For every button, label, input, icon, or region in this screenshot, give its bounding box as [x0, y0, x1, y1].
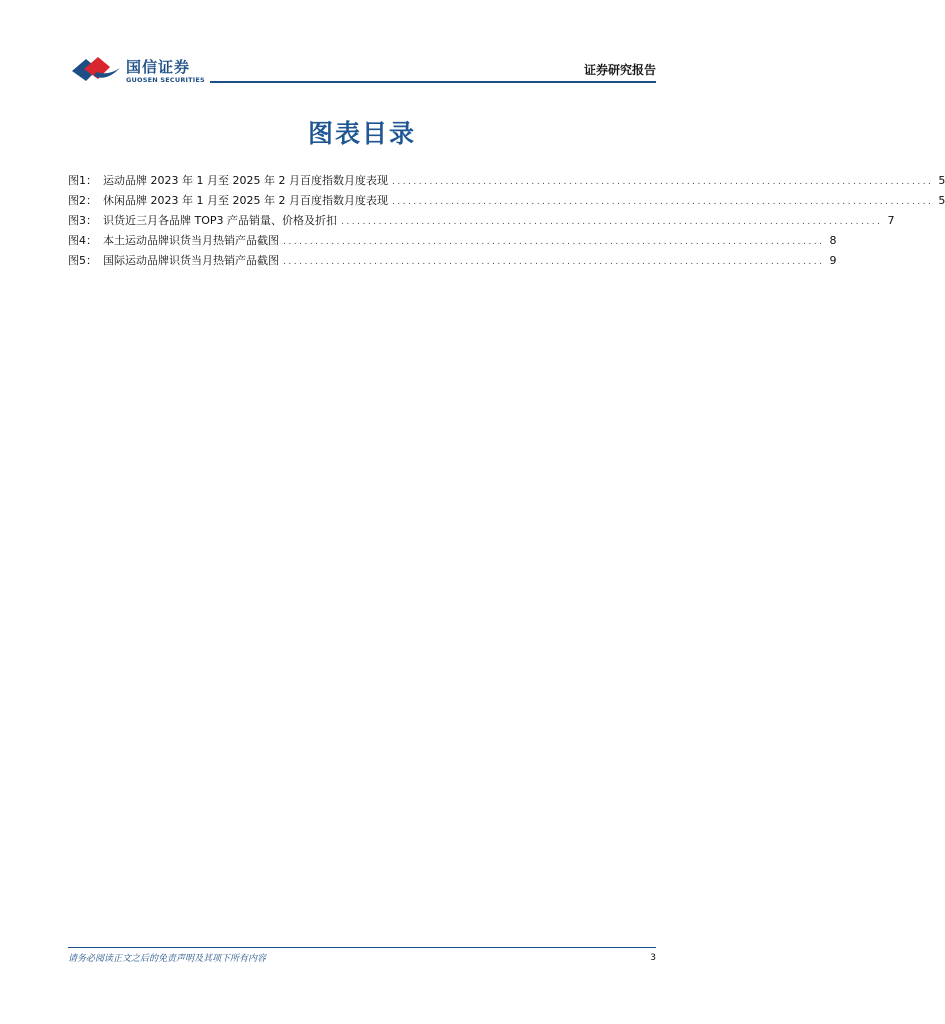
toc-entry[interactable] [68, 211, 895, 231]
logo-english-name: GUOSEN SECURITIES [126, 76, 205, 84]
toc-entry[interactable] [68, 251, 837, 271]
header-divider [210, 81, 656, 83]
footer-divider [68, 947, 656, 948]
toc-entry-label: 图1： [68, 174, 97, 187]
toc-entry-label: 图4： [68, 234, 97, 247]
toc-entry[interactable] [68, 191, 945, 211]
logo-chinese-name: 国信证券 [126, 58, 191, 76]
toc-entry[interactable] [68, 171, 945, 191]
toc-entry-page: 8 [829, 234, 837, 247]
toc-entry-label: 图2： [68, 194, 97, 207]
page-header [68, 48, 656, 86]
toc-entry-title: 本土运动品牌识货当月热销产品截图 [103, 234, 279, 247]
toc-entry[interactable] [68, 231, 837, 251]
toc-entry-title: 休闲品牌 2023 年 1 月至 2025 年 2 月百度指数月度表现 [103, 194, 388, 207]
toc-dot-leader: ..................................................................................................... [283, 237, 825, 247]
toc-entry-title: 运动品牌 2023 年 1 月至 2025 年 2 月百度指数月度表现 [103, 174, 388, 187]
table-of-figures [68, 171, 945, 271]
toc-entry-page: 9 [829, 254, 837, 267]
report-type-label: 证券研究报告 [583, 63, 656, 77]
toc-entry-page: 5 [938, 174, 945, 187]
toc-entry-label: 图3： [68, 214, 97, 227]
toc-dot-leader: ..................................................................................................... [391, 177, 934, 187]
toc-dot-leader: ..................................................................................................... [283, 257, 825, 267]
toc-entry-label: 图5： [68, 254, 97, 267]
page-title: 图表目录 [307, 119, 416, 148]
toc-entry-page: 7 [887, 214, 895, 227]
toc-dot-leader: ..................................................................................................... [391, 197, 934, 207]
toc-entry-title: 国际运动品牌识货当月热销产品截图 [103, 254, 279, 267]
toc-entry-page: 5 [938, 194, 945, 207]
footer-disclaimer: 请务必阅读正文之后的免责声明及其项下所有内容 [68, 954, 267, 964]
toc-dot-leader: ..................................................................................................... [341, 217, 883, 227]
guosen-logo-icon [70, 54, 122, 84]
toc-entry-title: 识货近三月各品牌 TOP3 产品销量、价格及折扣 [103, 214, 338, 227]
guosen-logo [70, 52, 210, 86]
page-number: 3 [650, 953, 656, 963]
